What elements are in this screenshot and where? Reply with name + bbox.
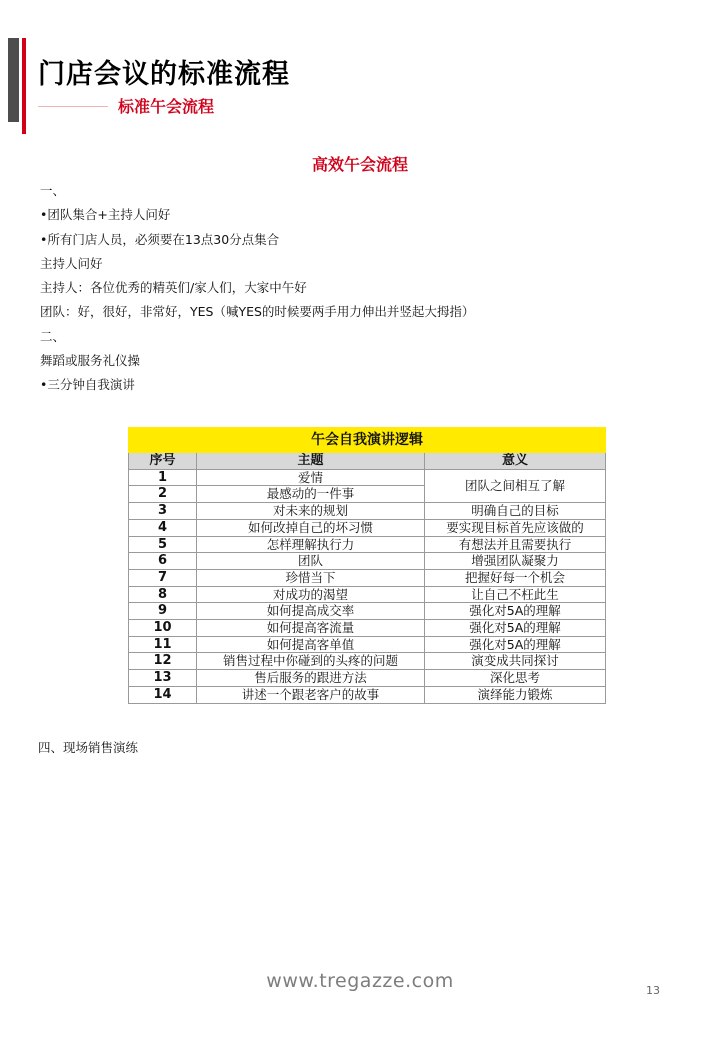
- row-no: 12: [129, 653, 197, 670]
- row-meaning: 强化对5A的理解: [425, 636, 606, 653]
- body-line: 主持人问好: [40, 255, 103, 271]
- row-no: 4: [129, 519, 197, 536]
- watermark-text: www.tregazze.com: [266, 970, 454, 992]
- row-topic: 如何提高客流量: [197, 620, 425, 637]
- body-line: •团队集合+主持人问好: [40, 207, 171, 223]
- section-title: 高效午会流程: [311, 155, 408, 174]
- row-no: 7: [129, 569, 197, 586]
- row-topic: 销售过程中你碰到的头疼的问题: [197, 653, 425, 670]
- row-meaning: 明确自己的目标: [425, 503, 606, 520]
- speech-logic-table: [128, 427, 606, 704]
- row-no: 8: [129, 586, 197, 603]
- table-row: [129, 503, 606, 520]
- body-line: 二、: [40, 328, 66, 344]
- accent-bar-red: [22, 38, 26, 134]
- header-no: 序号: [129, 453, 197, 470]
- table-row: [129, 519, 606, 536]
- table-row: [129, 469, 606, 486]
- row-no: 5: [129, 536, 197, 553]
- row-no: 13: [129, 670, 197, 687]
- row-topic: 对成功的渴望: [197, 586, 425, 603]
- subtitle-rule: [38, 106, 108, 107]
- row-no: 3: [129, 503, 197, 520]
- row-meaning: 团队之间相互了解: [425, 469, 606, 502]
- header-meaning: 意义: [425, 453, 606, 470]
- body-line: 团队：好，很好，非常好，YES（喊YES的时候要两手用力伸出并竖起大拇指）: [40, 304, 475, 320]
- row-no: 6: [129, 553, 197, 570]
- row-meaning: 要实现目标首先应该做的: [425, 519, 606, 536]
- section-four-heading: 四、现场销售演练: [38, 740, 139, 755]
- row-topic: 如何提高成交率: [197, 603, 425, 620]
- page-subtitle: 标准午会流程: [118, 97, 215, 116]
- table-title-row: [129, 428, 606, 453]
- table-row: [129, 686, 606, 703]
- table-row: [129, 636, 606, 653]
- row-meaning: 演变成共同探讨: [425, 653, 606, 670]
- page-number: 13: [646, 984, 660, 997]
- row-no: 1: [129, 469, 197, 486]
- row-meaning: 让自己不枉此生: [425, 586, 606, 603]
- table-title: 午会自我演讲逻辑: [129, 428, 606, 453]
- row-topic: 如何改掉自己的坏习惯: [197, 519, 425, 536]
- accent-bar-gray: [8, 38, 19, 122]
- row-meaning: 强化对5A的理解: [425, 620, 606, 637]
- table-row: [129, 536, 606, 553]
- row-no: 11: [129, 636, 197, 653]
- body-line: 舞蹈或服务礼仪操: [40, 353, 141, 369]
- row-meaning: 增强团队凝聚力: [425, 553, 606, 570]
- row-meaning: 强化对5A的理解: [425, 603, 606, 620]
- table-row: [129, 569, 606, 586]
- row-no: 14: [129, 686, 197, 703]
- table-row: [129, 586, 606, 603]
- row-meaning: 把握好每一个机会: [425, 569, 606, 586]
- row-topic: 珍惜当下: [197, 569, 425, 586]
- page-title: 门店会议的标准流程: [38, 59, 290, 90]
- row-topic: 爱情: [197, 469, 425, 486]
- table-header-row: [129, 453, 606, 470]
- header-topic: 主题: [197, 453, 425, 470]
- row-topic: 最感动的一件事: [197, 486, 425, 503]
- body-line: 一、: [40, 183, 66, 198]
- row-topic: 如何提高客单值: [197, 636, 425, 653]
- row-topic: 怎样理解执行力: [197, 536, 425, 553]
- body-line: •所有门店人员，必须要在13点30分点集合: [40, 231, 280, 247]
- table-row: [129, 620, 606, 637]
- row-meaning: 演绎能力锻炼: [425, 686, 606, 703]
- row-no: 10: [129, 620, 197, 637]
- row-no: 2: [129, 486, 197, 503]
- row-meaning: 深化思考: [425, 670, 606, 687]
- row-topic: 团队: [197, 553, 425, 570]
- body-line: •三分钟自我演讲: [40, 377, 135, 393]
- table-row: [129, 603, 606, 620]
- row-meaning: 有想法并且需要执行: [425, 536, 606, 553]
- table-row: [129, 670, 606, 687]
- row-no: 9: [129, 603, 197, 620]
- row-topic: 讲述一个跟老客户的故事: [197, 686, 425, 703]
- row-topic: 对未来的规划: [197, 503, 425, 520]
- body-text: [40, 179, 700, 398]
- body-line: 主持人：各位优秀的精英们/家人们，大家中午好: [40, 280, 307, 296]
- table-row: [129, 553, 606, 570]
- table-row: [129, 653, 606, 670]
- row-topic: 售后服务的跟进方法: [197, 670, 425, 687]
